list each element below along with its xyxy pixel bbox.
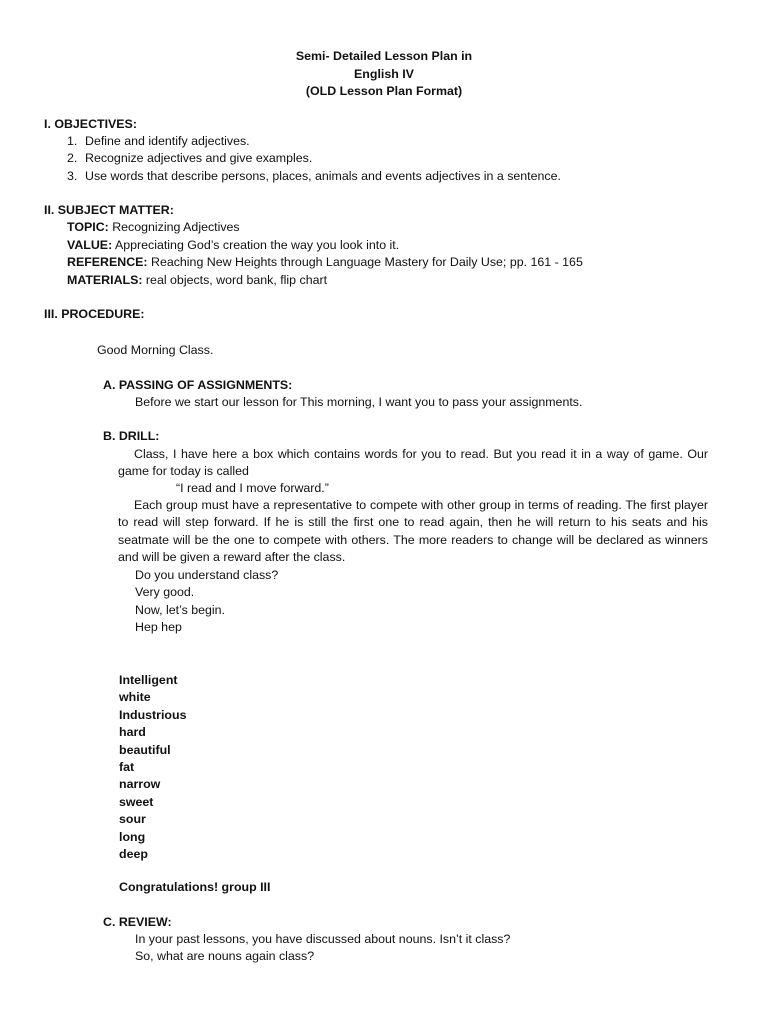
drill-heading: B. DRILL: bbox=[103, 429, 160, 443]
review-line-2: So, what are nouns again class? bbox=[135, 949, 315, 963]
value-line bbox=[67, 237, 399, 254]
word-item: Intelligent bbox=[119, 673, 178, 687]
objective-item-1 bbox=[67, 133, 250, 150]
congratulations-text: Congratulations! group III bbox=[119, 880, 271, 894]
review-line-1: In your past lessons, you have discussed about nouns. Isn’t it class? bbox=[135, 932, 511, 946]
materials-label: MATERIALS: bbox=[67, 273, 143, 287]
objective-text: Use words that describe persons, places, animals and events adjectives in a sentence. bbox=[85, 169, 561, 183]
objective-number: 3. bbox=[67, 169, 78, 183]
topic-line bbox=[67, 219, 240, 236]
review-heading: C. REVIEW: bbox=[103, 915, 172, 929]
word-item: Industrious bbox=[119, 707, 187, 722]
drill-question-1: Do you understand class? bbox=[135, 568, 279, 582]
word-item: hard bbox=[119, 725, 146, 740]
greeting-text: Good Morning Class. bbox=[97, 343, 214, 357]
word-item: beautiful bbox=[119, 742, 171, 757]
procedure-heading: III. PROCEDURE: bbox=[44, 307, 145, 321]
drill-line-2: Very good. bbox=[135, 585, 195, 599]
title-line-3: (OLD Lesson Plan Format) bbox=[305, 84, 463, 98]
game-name: “I read and I move forward.” bbox=[176, 481, 329, 495]
reference-text: Reaching New Heights through Language Mastery for Daily Use; pp. 161 - 165 bbox=[147, 255, 583, 269]
drill-paragraph-1 bbox=[118, 446, 708, 481]
word-item: white bbox=[119, 690, 151, 705]
drill-line-3: Now, let’s begin. bbox=[135, 603, 226, 617]
word-bank-list bbox=[119, 672, 186, 863]
objective-item-2 bbox=[67, 150, 312, 167]
materials-text: real objects, word bank, flip chart bbox=[142, 273, 328, 287]
title-line-1: Semi- Detailed Lesson Plan in bbox=[295, 49, 473, 63]
subject-matter-heading: II. SUBJECT MATTER: bbox=[44, 203, 174, 217]
objective-item-3 bbox=[67, 168, 561, 185]
drill-line-4: Hep hep bbox=[135, 620, 182, 634]
word-item: sweet bbox=[119, 794, 154, 809]
drill-paragraph-1-text: Class, I have here a box which contains words for you to read. But you read it in a way of game. Our game for today is called bbox=[118, 447, 708, 479]
objective-number: 2. bbox=[67, 151, 78, 165]
drill-paragraph-2 bbox=[118, 497, 708, 566]
objectives-heading: I. OBJECTIVES: bbox=[44, 117, 137, 131]
word-item: sour bbox=[119, 812, 146, 827]
document-title bbox=[0, 48, 768, 101]
word-item: fat bbox=[119, 760, 135, 775]
reference-label: REFERENCE: bbox=[67, 255, 148, 269]
objective-text: Recognize adjectives and give examples. bbox=[85, 151, 313, 165]
reference-line bbox=[67, 254, 583, 271]
value-label: VALUE: bbox=[67, 238, 113, 252]
word-item: deep bbox=[119, 847, 148, 862]
word-item: narrow bbox=[119, 777, 161, 792]
assignments-heading: A. PASSING OF ASSIGNMENTS: bbox=[103, 378, 293, 392]
topic-value: Recognizing Adjectives bbox=[108, 220, 240, 234]
title-line-2: English IV bbox=[354, 66, 414, 81]
value-text: Appreciating God’s creation the way you look into it. bbox=[112, 238, 400, 252]
word-item: long bbox=[119, 829, 146, 844]
assignments-text: Before we start our lesson for This morning, I want you to pass your assignments. bbox=[135, 395, 583, 409]
topic-label: TOPIC: bbox=[67, 220, 109, 234]
drill-paragraph-2-text: Each group must have a representative to compete with other group in terms of reading. The first player to read will step forward. If he is still the first one to read again, then he will return to his seats and his seatmate will be the one to compete with others. The more readers to change will be declared as winners and will be given a reward after the class. bbox=[118, 498, 708, 564]
objective-text: Define and identify adjectives. bbox=[85, 134, 250, 148]
materials-line bbox=[67, 272, 327, 289]
objective-number: 1. bbox=[67, 134, 78, 148]
